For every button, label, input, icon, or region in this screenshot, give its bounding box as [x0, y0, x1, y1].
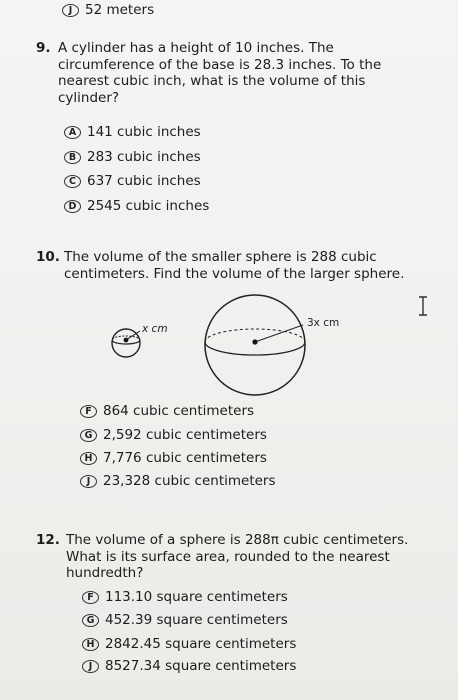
question-line: centimeters. Find the volume of the larger sphere. — [64, 265, 405, 282]
choice-c[interactable] — [64, 173, 201, 189]
question-text — [64, 249, 404, 282]
choice-text: 7,776 cubic centimeters — [103, 450, 267, 466]
question-line: hundredth? — [66, 565, 144, 581]
choice-text: 113.10 square centimeters — [105, 589, 288, 605]
answer-bubble[interactable]: H — [82, 638, 99, 651]
spheres-diagram — [100, 290, 340, 400]
choice-text: 2545 cubic inches — [87, 198, 210, 214]
choice-text: 52 meters — [85, 2, 155, 18]
choice-f[interactable] — [82, 589, 288, 605]
question-line: A cylinder has a height of 10 inches. The — [58, 40, 334, 56]
question-line: circumference of the base is 28.3 inches. To the — [58, 56, 382, 73]
answer-bubble[interactable]: C — [64, 175, 81, 188]
choice-text: 2,592 cubic centimeters — [103, 427, 267, 443]
choice-d[interactable] — [64, 198, 209, 214]
question-text — [66, 532, 408, 582]
choice-text: 452.39 square centimeters — [105, 612, 288, 628]
choice-g[interactable] — [82, 612, 288, 628]
choice-b[interactable] — [64, 149, 201, 165]
answer-bubble[interactable]: B — [64, 151, 81, 164]
answer-bubble[interactable]: D — [64, 200, 81, 213]
choice-text: 23,328 cubic centimeters — [103, 473, 276, 489]
choice-f[interactable] — [80, 403, 254, 419]
choice-text: 8527.34 square centimeters — [105, 658, 297, 674]
answer-bubble[interactable]: J — [82, 660, 99, 673]
answer-bubble[interactable]: H — [80, 452, 97, 465]
answer-bubble[interactable]: G — [80, 429, 97, 442]
choice-text: 637 cubic inches — [87, 173, 201, 189]
choice-j[interactable] — [82, 658, 296, 674]
question-9 — [36, 40, 426, 220]
choice-j-52-meters[interactable] — [62, 2, 154, 18]
answer-bubble[interactable]: G — [82, 614, 99, 627]
large-sphere-label: 3x cm — [307, 317, 340, 329]
large-sphere — [205, 295, 305, 395]
answer-bubble[interactable]: J — [80, 475, 97, 488]
question-line: The volume of a sphere is 288π cubic centimeters. — [66, 532, 409, 548]
question-line: The volume of the smaller sphere is 288 cubic — [64, 249, 377, 265]
small-sphere — [112, 329, 140, 357]
answer-bubble[interactable]: J — [62, 4, 79, 17]
answer-bubble[interactable]: F — [82, 591, 99, 604]
question-line: nearest cubic inch, what is the volume of this — [58, 73, 366, 89]
choice-g[interactable] — [80, 427, 267, 443]
answer-bubble[interactable]: F — [80, 405, 97, 418]
question-line: cylinder? — [58, 89, 120, 106]
question-number: 10. — [36, 249, 60, 265]
choice-text: 283 cubic inches — [87, 149, 201, 165]
choice-a[interactable] — [64, 124, 201, 140]
answer-bubble[interactable]: A — [64, 126, 81, 139]
choice-h[interactable] — [82, 636, 296, 652]
small-sphere-label: x cm — [142, 323, 168, 335]
choice-text: 141 cubic inches — [87, 124, 201, 140]
choice-text: 2842.45 square centimeters — [105, 636, 297, 652]
question-number: 12. — [36, 532, 60, 548]
question-line: What is its surface area, rounded to the nearest — [66, 548, 390, 565]
choice-j[interactable] — [80, 473, 276, 489]
question-number: 9. — [36, 40, 51, 56]
question-text — [58, 40, 381, 106]
choice-h[interactable] — [80, 450, 267, 466]
text-cursor-icon — [416, 296, 430, 316]
choice-text: 864 cubic centimeters — [103, 403, 255, 419]
